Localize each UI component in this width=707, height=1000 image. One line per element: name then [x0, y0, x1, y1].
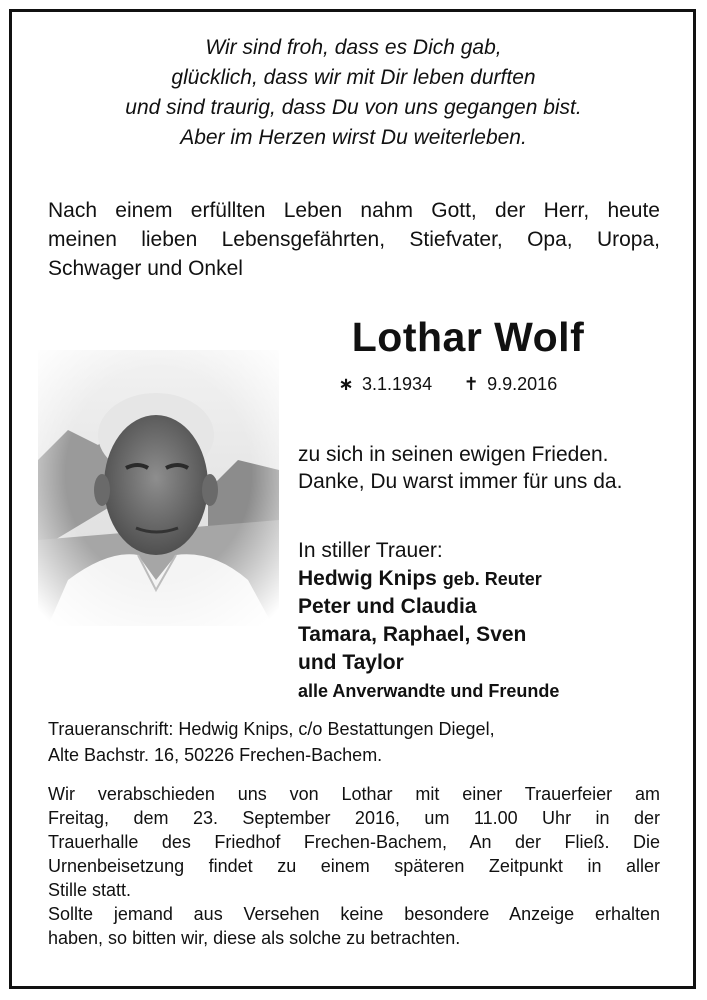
birth-date: 3.1.1934: [362, 374, 433, 394]
poem-line: Wir sind froh, dass es Dich gab,: [205, 36, 502, 59]
ceremony-line: Trauerhalle des Friedhof Frechen-Bachem, An der Fließ. Die: [48, 832, 660, 852]
intro-line: meinen lieben Lebensgefährten, Stiefvater, Opa, Uropa,: [48, 228, 660, 251]
death-date: 9.9.2016: [487, 374, 558, 394]
life-dates: [335, 372, 557, 396]
ceremony-line: haben, so bitten wir, diese als solche zu betrachten.: [48, 928, 461, 948]
ceremony-line: Wir verabschieden uns von Lothar mit einer Trauerfeier am: [48, 784, 660, 804]
mourner-line: alle Anverwandte und Freunde: [298, 681, 560, 701]
deceased-name: Lothar Wolf: [351, 314, 585, 360]
address-line: Traueranschrift: Hedwig Knips, c/o Bestattungen Diegel,: [48, 719, 495, 739]
intro-text: [48, 196, 660, 283]
ceremony-line: Stille statt.: [48, 880, 132, 900]
closing-words: [298, 441, 622, 495]
mourners-block: [298, 537, 559, 705]
closing-line: zu sich in seinen ewigen Frieden.: [298, 443, 609, 466]
mourner-name: Hedwig Knips: [298, 567, 437, 590]
intro-line: Nach einem erfüllten Leben nahm Gott, der Herr, heute: [48, 199, 660, 222]
ceremony-line: Urnenbeisetzung findet zu einem späteren Zeitpunkt in aller: [48, 856, 660, 876]
poem-line: und sind traurig, dass Du von uns gegangen bist.: [125, 96, 582, 119]
mourner-line: Tamara, Raphael, Sven: [298, 623, 527, 646]
ceremony-line: Freitag, dem 23. September 2016, um 11.00 Uhr in der: [48, 808, 660, 828]
poem-line: glücklich, dass wir mit Dir leben durften: [171, 66, 536, 89]
mourner-line: Peter und Claudia: [298, 595, 477, 618]
address-line: Alte Bachstr. 16, 50226 Frechen-Bachem.: [48, 745, 383, 765]
poem: [30, 33, 677, 153]
birth-star-icon: ∗: [338, 374, 354, 394]
ceremony-line: Sollte jemand aus Versehen keine besondere Anzeige erhalten: [48, 904, 660, 924]
mourner-line: und Taylor: [298, 651, 404, 674]
poem-line: Aber im Herzen wirst Du weiterleben.: [180, 126, 527, 149]
mourning-address: [48, 716, 660, 768]
mourner-line: [298, 565, 559, 593]
mourner-maiden-name: geb. Reuter: [442, 569, 542, 589]
death-cross-icon: ✝: [463, 374, 479, 394]
closing-line: Danke, Du warst immer für uns da.: [298, 470, 623, 493]
mourners-heading: In stiller Trauer:: [298, 539, 443, 562]
portrait-photo: [38, 350, 279, 626]
ceremony-text: [48, 782, 660, 950]
intro-line: Schwager und Onkel: [48, 257, 243, 280]
